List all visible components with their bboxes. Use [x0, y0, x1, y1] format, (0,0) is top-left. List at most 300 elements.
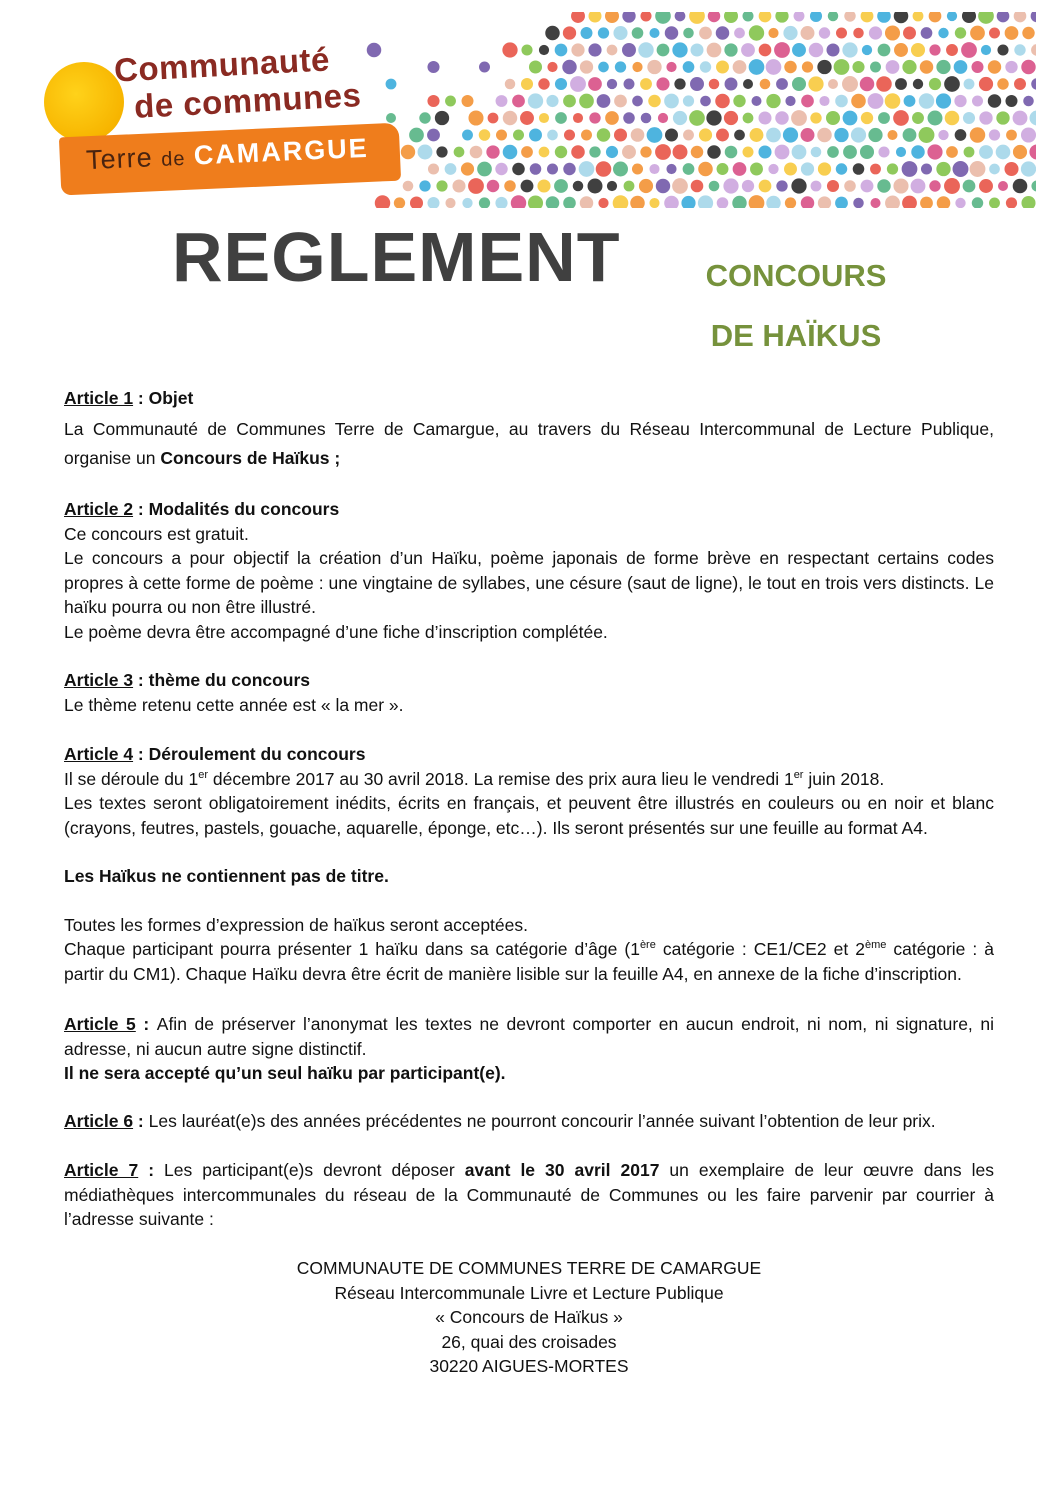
decorative-dot [649, 28, 659, 38]
decorative-dot [827, 146, 839, 158]
decorative-dot [666, 164, 676, 174]
decorative-dot [588, 77, 602, 91]
article-1-text: La Communauté de Communes Terre de Camargue, au travers du Réseau Intercommunal de Lecture Publique, organise un Concours de Haïkus ; [64, 418, 994, 468]
decorative-dot [427, 61, 439, 73]
decorative-dot [563, 95, 576, 108]
decorative-dot [775, 145, 790, 160]
decorative-dot [470, 146, 483, 159]
decorative-dot [427, 129, 440, 142]
decorative-dot [367, 43, 382, 58]
decorative-dot [624, 79, 635, 90]
decorative-dot [912, 112, 924, 124]
decorative-dot [876, 76, 891, 91]
decorative-dot [836, 163, 847, 174]
decorative-dot [997, 44, 1008, 55]
decorative-dot [860, 77, 875, 92]
decorative-dot [573, 181, 584, 192]
decorative-dot [386, 113, 396, 123]
decorative-dot [672, 178, 688, 194]
decorative-dot [445, 163, 457, 175]
decorative-dot [656, 179, 670, 193]
decorative-dot [539, 113, 549, 123]
decorative-dot [488, 113, 499, 124]
decorative-dot [743, 79, 753, 89]
decorative-dot [403, 181, 414, 192]
decorative-dot [454, 147, 465, 158]
decorative-dot [436, 180, 447, 191]
decorative-dot [706, 110, 721, 125]
decorative-dot [528, 93, 543, 108]
article-4-p4: Chaque participant pourra présenter 1 haïku dans sa catégorie d’âge (1ère catégorie : CE1/CE2 et 2ème catégorie : à partir du CM1). Chaque Haïku devra être écrit de manière lisible sur la feuille A4, en annexe de la fiche d’inscription. [64, 939, 994, 984]
decorative-dot [978, 12, 994, 24]
decorative-dot [690, 77, 704, 91]
decorative-dot [938, 130, 948, 140]
decorative-dot [817, 60, 831, 74]
decorative-dot [988, 60, 1001, 73]
decorative-dot [972, 197, 983, 208]
decorative-dot [1031, 12, 1036, 22]
decorative-dot [878, 112, 890, 124]
decorative-dot [394, 197, 405, 208]
decorative-dot [1013, 145, 1027, 159]
decorative-dot [893, 110, 909, 126]
decorative-dot [630, 196, 645, 208]
decorative-dot [844, 12, 855, 22]
decorative-dot [758, 145, 771, 158]
decorative-dot [861, 12, 874, 22]
decorative-dot [808, 76, 823, 91]
decorative-dot [649, 164, 659, 174]
decorative-dot [844, 180, 856, 192]
decorative-dot [785, 197, 796, 208]
decorative-dot [792, 43, 806, 57]
decorative-dot [893, 178, 908, 193]
decorative-dot [996, 145, 1011, 160]
decorative-dot [631, 128, 645, 142]
decorative-dot [649, 198, 659, 208]
decorative-dot [851, 127, 866, 142]
decorative-dot [462, 130, 473, 141]
decorative-dot [734, 28, 745, 39]
logo-sun-icon [44, 62, 124, 142]
decorative-dot [913, 12, 924, 21]
decorative-dot [546, 95, 558, 107]
decorative-dot [674, 78, 685, 89]
decorative-dot [614, 95, 627, 108]
decorative-dot [979, 179, 993, 193]
decorative-dot [605, 111, 619, 125]
decorative-dot [622, 43, 636, 57]
decorative-dot [716, 129, 729, 142]
decorative-dot [928, 111, 943, 126]
decorative-dot [759, 180, 772, 193]
decorative-dot [826, 43, 839, 56]
decorative-dot [597, 94, 611, 108]
article-3-heading: Article 3 : thème du concours [64, 670, 311, 690]
decorative-dot [919, 127, 935, 143]
decorative-dot [607, 45, 618, 56]
decorative-dot [580, 196, 593, 208]
decorative-dot [562, 60, 576, 74]
decorative-dot [998, 181, 1008, 191]
decorative-dot [810, 112, 821, 123]
decorative-dot [545, 26, 559, 40]
decorative-dot [428, 163, 439, 174]
logo-text-line2: de communes [133, 76, 363, 125]
decorative-dot [716, 26, 730, 40]
decorative-dot [783, 26, 797, 40]
article-2-p1: Ce concours est gratuit. [64, 523, 249, 544]
decorative-dot [970, 161, 986, 177]
decorative-dot [1029, 110, 1036, 125]
decorative-dot [801, 162, 814, 175]
decorative-dot [410, 196, 423, 208]
decorative-dot [921, 27, 933, 39]
decorative-dot [851, 94, 866, 109]
decorative-dot [640, 12, 651, 22]
decorative-dot [818, 162, 831, 175]
decorative-dot [639, 179, 653, 193]
decorative-dot [911, 145, 924, 158]
decorative-dot [741, 43, 755, 57]
decorative-dot [375, 195, 390, 208]
decorative-dot [580, 60, 593, 73]
decorative-dot [784, 61, 796, 73]
decorative-dot [570, 76, 586, 92]
decorative-dot [802, 61, 813, 72]
decorative-dot [733, 60, 747, 74]
decorative-dot [947, 12, 957, 21]
decorative-dot [878, 146, 889, 157]
article-3-p1: Le thème retenu cette année est « la mer ». [64, 694, 404, 715]
decorative-dot [886, 60, 900, 74]
decorative-dot [563, 26, 576, 39]
decorative-dot [1021, 196, 1035, 208]
decorative-dot [655, 144, 671, 160]
decorative-dot [887, 163, 898, 174]
decorative-dot [989, 28, 1000, 39]
decorative-dot [911, 43, 925, 57]
decorative-dot [691, 44, 704, 57]
decorative-dot [979, 145, 993, 159]
decorative-dot [944, 178, 960, 194]
decorative-dot [435, 111, 449, 125]
decorative-dot [979, 77, 993, 91]
decorative-dot [588, 43, 601, 56]
decorative-dot [885, 196, 900, 208]
decorative-dot [717, 163, 729, 175]
decorative-dot [581, 130, 592, 141]
decorative-dot [861, 112, 873, 124]
decorative-dot [766, 128, 781, 143]
decorative-dot [539, 147, 550, 158]
decorative-dot [868, 93, 884, 109]
decorative-dot [877, 179, 890, 192]
decorative-dot [725, 146, 738, 159]
decorative-dot [860, 145, 874, 159]
decorative-dot [794, 12, 805, 21]
article-3 [64, 668, 994, 717]
decorative-dot [775, 12, 788, 23]
page-title: REGLEMENT [172, 218, 621, 296]
decorative-dot [776, 78, 788, 90]
decorative-dot [759, 44, 772, 57]
decorative-dot [749, 195, 765, 208]
decorative-dot [776, 180, 787, 191]
decorative-dot [673, 145, 688, 160]
decorative-dot [436, 146, 447, 157]
decorative-dot [607, 181, 617, 191]
decorative-dot [811, 147, 822, 158]
decorative-dot [989, 129, 1000, 140]
article-4-p3: Toutes les formes d’expression de haïkus seront acceptées. [64, 914, 528, 935]
decorative-dot [834, 59, 850, 75]
decorative-dot [1021, 60, 1035, 74]
decorative-dot [843, 111, 858, 126]
decorative-dot [683, 61, 695, 73]
decorative-dot [929, 78, 941, 90]
decorative-dot [724, 12, 738, 23]
article-4-p1: Il se déroule du 1er décembre 2017 au 30 avril 2018. La remise des prix aura lieu le vendredi 1er juin 2018. [64, 768, 885, 789]
decorative-dot [913, 79, 923, 89]
decorative-dot [818, 196, 831, 208]
decorative-dot [665, 128, 678, 141]
decorative-dot [791, 110, 807, 126]
decorative-dot [996, 111, 1009, 124]
decorative-dot [817, 128, 832, 143]
decorative-dot [835, 197, 848, 208]
article-5-text: Article 5 : Afin de préserver l’anonymat les textes ne devront comporter en aucun endroit, ni nom, ni signature, ni adresse, ni aucun autre signe distinctif. [64, 1014, 994, 1059]
decorative-dot [896, 147, 906, 157]
decorative-dot [666, 62, 676, 72]
decorative-dot [989, 198, 1000, 208]
decorative-dot [945, 111, 960, 126]
decorative-dot [606, 146, 618, 158]
decorative-dot [409, 128, 424, 143]
decorative-dot [766, 59, 782, 75]
decorative-dot [742, 12, 753, 22]
decorative-dot [641, 113, 652, 124]
decorative-dot [513, 129, 524, 140]
decorative-dot [681, 196, 695, 208]
decorative-dot [853, 198, 864, 208]
decorative-dot [819, 96, 829, 106]
decorative-dot [766, 196, 780, 208]
decorative-dot [691, 146, 704, 159]
decorative-dot [672, 42, 687, 57]
decorative-dot [774, 42, 790, 58]
decorative-dot [760, 79, 771, 90]
decorative-dot [759, 12, 772, 22]
decorative-dot [521, 180, 534, 193]
decorative-dot [521, 146, 533, 158]
decorative-dot [1022, 27, 1034, 39]
decorative-dot [895, 78, 907, 90]
decorative-dot [927, 144, 942, 159]
decorative-dot [708, 12, 721, 22]
decorative-dot [699, 128, 712, 141]
article-2-p3: Le poème devra être accompagné d’une fiche d’inscription complétée. [64, 621, 608, 642]
decorative-dot [749, 59, 765, 75]
decorative-dot [852, 61, 864, 73]
decorative-dot [623, 112, 635, 124]
decorative-dot [862, 45, 872, 55]
decorative-dot [936, 60, 950, 74]
decorative-dot [632, 27, 644, 39]
decorative-dot [689, 12, 705, 24]
decorative-dot [1031, 180, 1036, 191]
decorative-dot [418, 145, 433, 160]
subtitle-line1: CONCOURS [705, 258, 887, 293]
decorative-dot [638, 42, 653, 57]
address-line-1: COMMUNAUTE DE COMMUNES TERRE DE CAMARGUE [296, 1258, 762, 1278]
decorative-dot [709, 79, 720, 90]
logo-camargue: CAMARGUE [193, 132, 370, 171]
decorative-dot [877, 12, 891, 23]
decorative-dot [673, 111, 687, 125]
decorative-dot [868, 128, 882, 142]
decorative-dot [929, 180, 940, 191]
decorative-dot [972, 95, 983, 106]
decorative-dot [1005, 95, 1017, 107]
article-4 [64, 742, 994, 986]
decorative-dot [955, 27, 966, 38]
decorative-dot [665, 26, 679, 40]
decorative-dot [724, 111, 738, 125]
decorative-dot [955, 198, 965, 208]
decorative-dot [783, 127, 798, 142]
article-5-bold-note: Il ne sera accepté qu’un seul haïku par participant(e). [64, 1063, 506, 1083]
decorative-dot [954, 95, 966, 107]
decorative-dot [834, 128, 848, 142]
decorative-dot [503, 111, 517, 125]
decorative-dot [664, 94, 679, 109]
decorative-dot [792, 145, 807, 160]
decorative-dot [683, 95, 694, 106]
decorative-dot [1005, 26, 1019, 40]
decorative-dot [997, 78, 1008, 89]
decorative-dot [579, 94, 594, 109]
decorative-dot [970, 26, 985, 41]
decorative-dot [937, 196, 951, 208]
decorative-dot [885, 25, 900, 40]
decorative-dot [512, 163, 525, 176]
decorative-dot [613, 195, 629, 208]
decorative-dot [624, 181, 635, 192]
decorative-dot [853, 163, 865, 175]
decorative-dot [401, 145, 415, 159]
decorative-dot [801, 95, 814, 108]
decorative-dot [468, 178, 484, 194]
article-2 [64, 497, 994, 644]
decorative-dot [902, 196, 917, 208]
decorative-dot [716, 61, 729, 74]
decorative-dot [869, 26, 882, 39]
decorative-dot [1031, 78, 1036, 90]
decorative-dot [842, 42, 857, 57]
decorative-dot [827, 180, 839, 192]
decorative-dot [1014, 12, 1027, 22]
decorative-dot [579, 161, 595, 177]
decorative-dot [1029, 144, 1036, 159]
decorative-dot [539, 45, 549, 55]
decorative-dot [936, 93, 951, 108]
article-6-text: Article 6 : Les lauréat(e)s des années précédentes ne pourront concourir l’année suivant l’obtention de leur prix. [64, 1111, 936, 1131]
decorative-dot [486, 145, 499, 158]
decorative-dot [919, 93, 934, 108]
decorative-dot [581, 27, 593, 39]
decorative-dot [971, 61, 983, 73]
decorative-dot [468, 110, 483, 125]
decorative-dot [828, 79, 838, 89]
decorative-dot [520, 111, 534, 125]
decorative-dot [743, 113, 754, 124]
decorative-dot [495, 197, 507, 208]
decorative-dot [750, 163, 763, 176]
decorative-dot [715, 94, 730, 109]
decorative-dot [979, 111, 992, 124]
decorative-dot [954, 60, 968, 74]
address-line-4: 26, quai des croisades [441, 1331, 617, 1352]
decorative-dot [546, 196, 560, 208]
decorative-dot [946, 146, 958, 158]
decorative-dot [588, 179, 603, 194]
decorative-dot [683, 130, 694, 141]
decorative-dot [537, 179, 550, 192]
decorative-dot [709, 181, 720, 192]
decorative-dot [530, 163, 542, 175]
decorative-dot [555, 44, 568, 57]
decorative-dot [758, 111, 771, 124]
decorative-dot [547, 163, 558, 174]
article-2-p2: Le concours a pour objectif la création d’un Haïku, poème japonais de forme brève en respectant certains codes propres à cette forme de poème : une vingtaine de syllabes, une césure (saut de ligne), le tout en trois vers distincts. Le haïku pourra ou non être illustré. [64, 548, 994, 617]
logo-text-line1: Communauté [113, 40, 331, 89]
decorative-dot [828, 12, 838, 21]
article-1 [64, 386, 994, 473]
decorative-dot [792, 77, 806, 91]
decorative-dot [700, 61, 711, 72]
decorative-dot [811, 181, 822, 192]
decorative-dot [664, 196, 679, 208]
decorative-dot [427, 197, 439, 208]
decorative-dot [496, 95, 508, 107]
decorative-dot [495, 163, 507, 175]
decorative-dot [477, 162, 492, 177]
decorative-dot [554, 179, 568, 193]
logo-terre: Terre [85, 142, 154, 176]
decorative-dot [819, 27, 830, 38]
decorative-dot [734, 130, 745, 141]
decorative-dot [809, 43, 824, 58]
header-banner [14, 12, 1036, 208]
decorative-dot [904, 95, 916, 107]
decorative-dot [784, 163, 797, 176]
decorative-dot [563, 163, 575, 175]
decorative-dot [505, 79, 516, 90]
decorative-dot [836, 27, 847, 38]
decorative-dot [615, 61, 626, 72]
decorative-dot [955, 129, 967, 141]
decorative-dot [801, 196, 814, 208]
decorative-dot [479, 129, 491, 141]
address-line-5: 30220 AIGUES-MORTES [429, 1356, 629, 1376]
decorative-dot [427, 95, 439, 107]
decorative-dot [801, 26, 815, 40]
decorative-dot [598, 62, 609, 73]
decorative-dot [1014, 78, 1026, 90]
decorative-dot [894, 43, 908, 57]
decorative-dot [835, 95, 848, 108]
